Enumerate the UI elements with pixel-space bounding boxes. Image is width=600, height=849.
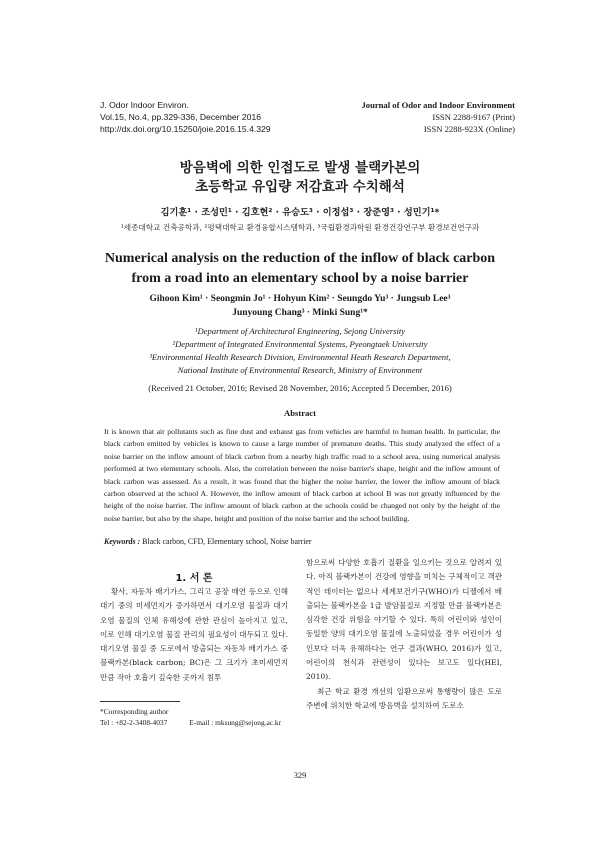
english-authors-line1: Gihoon Kim¹ · Seongmin Jo¹ · Hohyun Kim² · Seungdo Yu³ · Jungsub Lee³ bbox=[149, 294, 451, 304]
journal-header-right bbox=[300, 99, 515, 135]
journal-full-name: Journal of Odor and Indoor Environment bbox=[361, 100, 515, 110]
column2-text bbox=[306, 556, 502, 713]
issn-print: ISSN 2288-9167 (Print) bbox=[432, 112, 515, 122]
volume-line: Vol.15, No.4, pp.329-336, December 2016 bbox=[100, 112, 262, 122]
received-dates: (Received 21 October, 2016; Revised 28 November, 2016; Accepted 5 December, 2016) bbox=[148, 383, 452, 393]
keywords-label: Keywords : bbox=[104, 537, 141, 546]
english-title-line1: Numerical analysis on the reduction of the inflow of black carbon bbox=[104, 251, 496, 266]
section-heading-introduction: 1. 서 론 bbox=[175, 573, 213, 584]
english-authors-line2: Junyoung Chang³ · Minki Sung¹* bbox=[232, 308, 368, 318]
keywords bbox=[104, 537, 500, 546]
footnote-divider bbox=[100, 701, 180, 702]
affiliation-2: ²Department of Integrated Environmental Systems, Pyeongtaek University bbox=[172, 339, 428, 349]
contact-line bbox=[100, 717, 300, 728]
keywords-list: Black carbon, CFD, Elementary school, Noise barrier bbox=[140, 537, 312, 546]
abstract-text: It is known that air pollutants such as fine dust and exhaust gas from vehicles are harmful to human health. In particular, the black carbon emitted by vehicles is known to cause a large number of premature deaths. This study analyzed the effect of a noise barrier on the inflow amount of black carbon from a nearby high traffic road to a school area, using numerical analysis performed at two elementary schools. Also, the correlation between the noise barrier's shape, height and the inflow amount of black carbon was assessed. As a result, it was found that the higher the noise barrier, the lower the inflow amount of black carbon observed at the school A. However, the inflow amount of black carbon at school B was not greatly influenced by the height of the noise barrier. The inflow amount of black carbon at the schools could be changed not only by the height of the noise barrier, but also by the shape, height and position of the noise barrier and the school building. bbox=[104, 427, 500, 523]
footnote bbox=[100, 706, 300, 728]
telephone: Tel : +82-2-3408-4037 bbox=[100, 718, 168, 727]
column2-paragraph2: 최근 학교 환경 개선의 일환으로써 통행량이 많은 도로 주변에 위치한 학교에 방음벽을 설치하여 도로소 bbox=[306, 686, 502, 710]
korean-authors: 김기훈¹ · 조성민¹ · 김호현² · 유승도³ · 이정섭³ · 장준영³ · 성민기¹* bbox=[160, 207, 440, 218]
abstract-heading: Abstract bbox=[284, 408, 316, 418]
column2-paragraph1: 함으로써 다양한 호흡기 질환을 일으키는 것으로 알려져 있다. 아직 블랙카본이 건강에 영향을 미치는 구체적이고 객관적인 데이터는 없으나 세계보건기구(WHO)가 디젤에서 배출되는 블랙카본을 1급 발암물질로 지정할 만큼 블랙카본은 심각한 건강 위험을 야기할 수 있다. 특히 어린이와 성인이 동일한 양의 대기오염 물질에 노출되었을 경우 어린이가 성인보다 더욱 유해하다는 연구 결과(WHO, 2016)가 있고, 어린이의 천식과 관련성이 있다는 보고도 있다(HEI, 2010). bbox=[306, 558, 502, 682]
column1-paragraph: 황사, 자동차 배기가스, 그리고 공장 매연 등으로 인해 대기 중의 미세먼지가 증가하면서 대기오염 물질과 대기오염 물질의 인체 유해성에 관한 관심이 높아지고 있고, 이로 인해 대기오염 물질 관리의 필요성이 대두되고 있다. 대기오염 물질 중 도로에서 방출되는 자동차 배기가스 중 블랙카본(black carbon; BC)은 그 크기가 초미세먼지 만큼 작아 호흡기 깊숙한 곳까지 침투 bbox=[100, 587, 288, 682]
korean-title bbox=[0, 159, 600, 197]
affiliation-3: ³Environmental Health Research Division, Environmental Heath Research Department, bbox=[149, 352, 451, 362]
email[interactable]: E-mail : mksung@sejong.ac.kr bbox=[189, 718, 282, 727]
korean-title-line2: 초등학교 유입량 저감효과 수치해석 bbox=[195, 179, 405, 195]
corresponding-author-label: *Corresponding author bbox=[100, 707, 169, 716]
affiliation-4: National Institute of Environmental Research, Ministry of Environment bbox=[177, 365, 423, 375]
korean-title-line1: 방음벽에 의한 인접도로 발생 블랙카본의 bbox=[179, 160, 421, 176]
journal-short-name: J. Odor Indoor Environ. bbox=[100, 100, 189, 110]
korean-affiliations: ¹세종대학교 건축공학과, ²평택대학교 환경융합시스템학과, ³국립환경과학원 환경건강연구부 환경보건연구과 bbox=[120, 223, 480, 232]
doi-link[interactable]: http://dx.doi.org/10.15250/joie.2016.15.4.329 bbox=[100, 124, 271, 134]
issn-online: ISSN 2288-923X (Online) bbox=[423, 124, 515, 134]
page-number: 329 bbox=[293, 771, 307, 780]
english-title-line2: from a road into an elementary school by a noise barrier bbox=[131, 271, 469, 286]
english-affiliations bbox=[0, 325, 600, 377]
english-title bbox=[0, 249, 600, 289]
affiliation-1: ¹Department of Architectural Engineering, Sejong University bbox=[194, 326, 406, 336]
english-authors bbox=[0, 292, 600, 320]
